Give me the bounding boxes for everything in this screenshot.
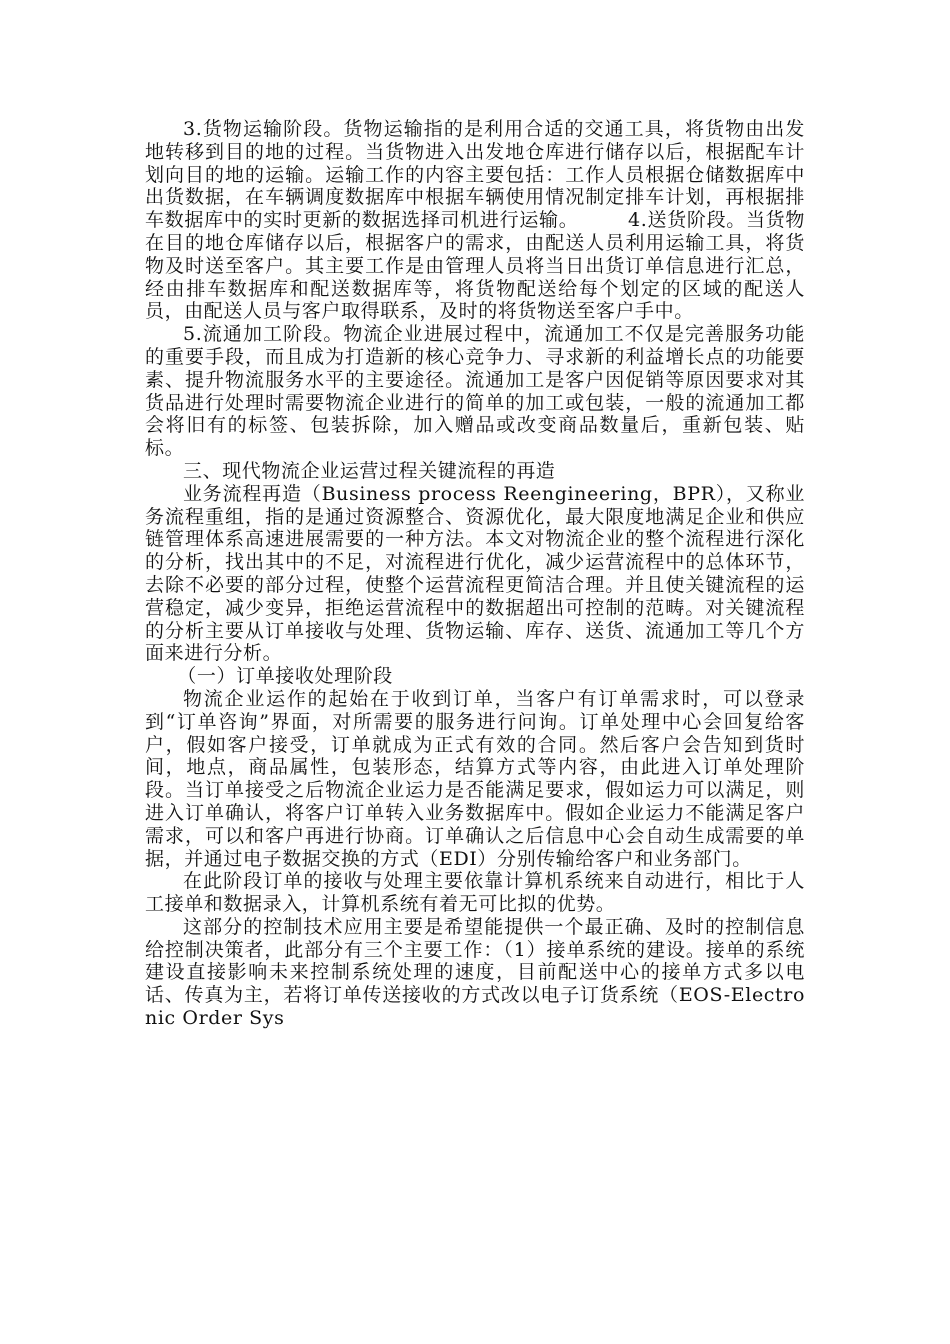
paragraph-control-technology: 这部分的控制技术应用主要是希望能提供一个最正确、及时的控制信息给控制决策者，此部分有三个主要工作：（1）接单系统的建设。接单的系统建设直接影响未来控制系统处理的速度，目前配送中心的接单方式多以电话、传真为主，若将订单传送接收的方式改以电子订货系统（EOS-Electronic Order Sys (145, 915, 805, 1030)
paragraph-bpr-definition: 业务流程再造（Business process Reengineering，BPR），又称业务流程重组，指的是通过资源整合、资源优化，最大限度地满足企业和供应链管理体系高速进展需要的一种方法。本文对物流企业的整个流程进行深化的分析，找出其中的不足，对流程进行优化，减少运营流程中的总体环节，去除不必要的部分过程，使整个运营流程更简洁合理。并且使关键流程的运营稳定，减少变异，拒绝运营流程中的数据超出可控制的范畴。对关键流程的分析主要从订单接收与处理、货物运输、库存、送货、流通加工等几个方面来进行分析。 (145, 482, 805, 665)
paragraph-circulation-processing: 5.流通加工阶段。物流企业进展过程中，流通加工不仅是完善服务功能的重要手段，而且成为打造新的核心竞争力、寻求新的利益增长点的功能要素、提升物流服务水平的主要途径。流通加工是客户因促销等原因要求对其货品进行处理时需要物流企业进行的简单的加工或包装，一般的流通加工都会将旧有的标签、包装拆除，加入赠品或改变商品数量后，重新包装、贴标。 (145, 323, 805, 460)
paragraph-transport-and-delivery: 3.货物运输阶段。货物运输指的是利用合适的交通工具，将货物由出发地转移到目的地的过程。当货物进入出发地仓库进行储存以后，根据配车计划向目的地的运输。运输工作的内容主要包括：工作人员根据仓储数据库中出货数据，在车辆调度数据库中根据车辆使用情况制定排车计划，再根据排车数据库中的实时更新的数据选择司机进行运输。 4.送货阶段。当货物在目的地仓库储存以后，根据客户的需求，由配送人员利用运输工具，将货物及时送至客户。其主要工作是由管理人员将当日出货订单信息进行汇总，经由排车数据库和配送数据库等，将货物配送给每个划定的区域的配送人员，由配送人员与客户取得联系，及时的将货物送至客户手中。 (145, 118, 805, 323)
subsection-heading-order-receiving: （一）订单接收处理阶段 (177, 665, 393, 688)
paragraph-order-process: 物流企业运作的起始在于收到订单，当客户有订单需求时，可以登录到“订单咨询”界面，对所需要的服务进行问询。订单处理中心会回复给客户，假如客户接受，订单就成为正式有效的合同。然后客户会告知到货时间，地点，商品属性，包装形态，结算方式等内容，由此进入订单处理阶段。当订单接受之后物流企业运力是否能满足要求，假如运力可以满足，则进入订单确认，将客户订单转入业务数据库中。假如企业运力不能满足客户需求，可以和客户再进行协商。订单确认之后信息中心会自动生成需要的单据，并通过电子数据交换的方式（EDI）分别传输给客户和业务部门。 (145, 687, 805, 870)
paragraph-computer-system: 在此阶段订单的接收与处理主要依靠计算机系统来自动进行，相比于人工接单和数据录入，计算机系统有着无可比拟的优势。 (145, 870, 805, 916)
document-page (145, 118, 805, 1030)
section-heading-process-reengineering: 三、现代物流企业运营过程关键流程的再造 (183, 459, 556, 482)
